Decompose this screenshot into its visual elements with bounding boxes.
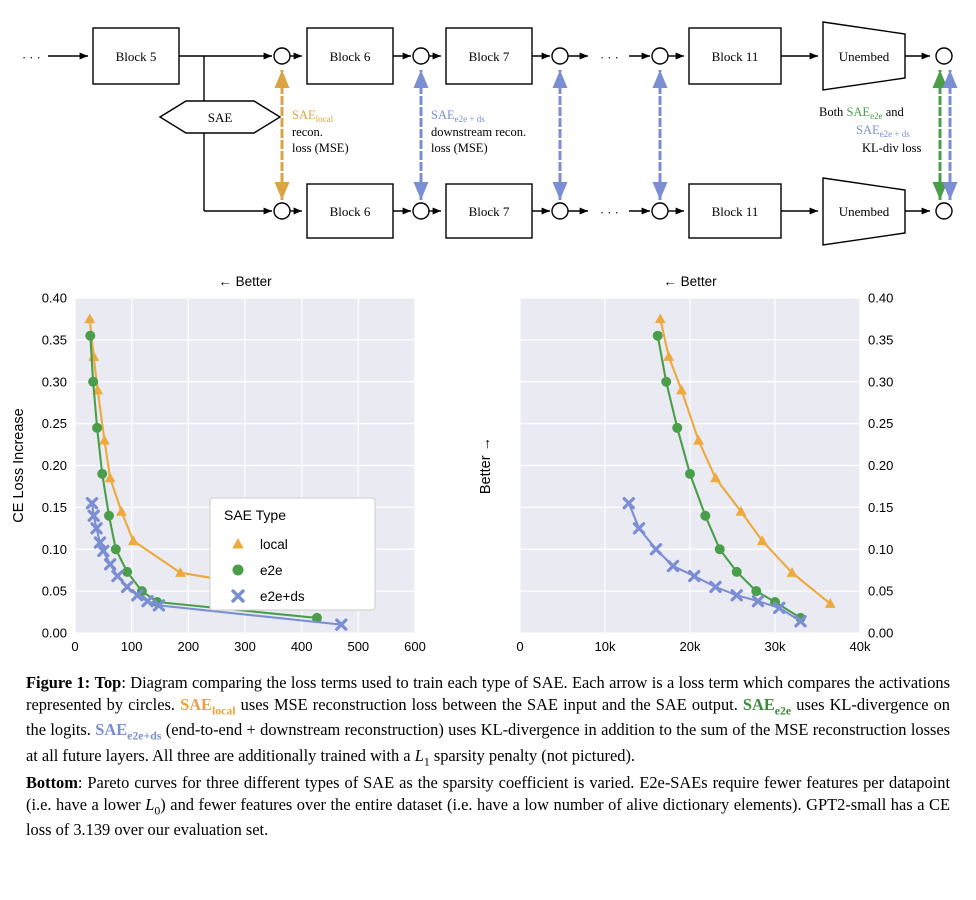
data-point-e2e [92,423,102,433]
data-point-e2e [700,511,710,521]
data-point-e2e [104,511,114,521]
y-tick-label: 0.15 [41,499,67,515]
y-tick-label: 0.20 [41,458,67,473]
x-tick-label: 300 [234,639,256,654]
y-tick-label: 0.35 [41,332,67,348]
better-annotation: ← Better [663,274,717,289]
caption-top-text-1: : Diagram comparing the loss terms used to train each type of SAE. Each arrow is a loss term which compares the activations represented by circles. [26,673,950,715]
caption-top-text-5: sparsity penalty (not pictured). [429,745,636,765]
y-tick-label: 0.05 [41,583,67,599]
x-tick-label: 400 [290,639,313,654]
legend-label-e2e+ds: e2e+ds [260,589,305,604]
data-point-e2e [97,469,107,479]
legend-label-local: local [260,537,288,552]
legend-title: SAE Type [224,507,287,523]
data-point-e2e [88,377,98,387]
x-tick-label: 0 [71,639,79,654]
mid-ellipsis-top: · · · [600,51,619,65]
y-tick-label: 0.35 [868,332,894,348]
chart-left [11,274,426,658]
y-tick-label: 0.10 [41,541,67,557]
caption-paragraph-top [26,672,950,770]
y-tick-label: 0.25 [868,416,894,432]
caption-top-text-4: (end-to-end + downstream reconstruction) uses KL-divergence in addition to the sum of the MSE reconstruction losses at all future layers. All three are additionally trained with a [26,720,950,765]
y-axis-title: CE Loss Increase [11,408,27,523]
activation-node [274,48,290,64]
y-tick-label: 0.25 [41,416,67,432]
l0-subscript: 0 [154,803,161,818]
activation-node [652,203,668,219]
activation-node [413,203,429,219]
legend-label-e2e: e2e [260,563,283,578]
data-point-e2e [715,544,725,554]
y-tick-label: 0.00 [41,625,67,641]
y-tick-label: 0.40 [868,290,894,306]
l1-subscript: 1 [423,753,430,768]
x-tick-label: 40k [849,639,871,654]
activation-node [274,203,290,219]
both-ds-label: $SAE_{e2e + ds}$ [856,123,910,139]
block-6-bottom-label: Block 6 [329,204,371,219]
block-5-label: Block 5 [115,49,157,64]
y-tick-label: 0.20 [868,458,894,473]
architecture-diagram [0,0,976,256]
y-tick-label: 0.05 [868,583,894,599]
data-point-e2e [661,377,671,387]
activation-node [552,48,568,64]
chart-right [478,274,893,658]
leading-ellipsis: · · · [22,51,41,65]
sae-local-loss-line: loss (MSE) [292,141,349,155]
sae-local-label: $SAE_{local}$ [292,108,334,124]
activation-node [413,48,429,64]
y-tick-label: 0.10 [868,541,894,557]
mid-ellipsis-bottom: · · · [600,206,619,220]
y-axis-title: Better → [478,436,494,495]
x-tick-label: 30k [764,639,786,654]
both-sae-label: Both $SAE_{e2e}$ and [819,105,904,121]
y-tick-label: 0.30 [868,374,894,390]
legend-marker-e2e [233,565,244,576]
sae-e2e-inline: $SAE_{e2e}$ [742,695,792,718]
y-tick-label: 0.40 [41,290,67,306]
x-tick-label: 0 [516,639,524,654]
sae-ds-inline: $SAE_{e2e+ds}$ [95,720,162,743]
x-tick-label: 20k [679,639,701,654]
figure-caption [26,672,950,843]
caption-bottom-label: Bottom [26,772,78,792]
y-tick-label: 0.15 [868,499,894,515]
better-annotation: ← Better [218,274,272,289]
l0-symbol: L [145,794,155,814]
block-11-bottom-label: Block 11 [711,204,759,219]
sae-ds-label: $SAE_{e2e + ds}$ [431,108,485,124]
sae-local-recon-line: recon. [292,125,323,139]
x-tick-label: 200 [177,639,200,654]
activation-node [936,203,952,219]
pareto-charts [0,258,976,658]
block-6-top-label: Block 6 [329,49,371,64]
data-point-e2e [732,567,742,577]
data-point-e2e [751,586,761,596]
y-tick-label: 0.30 [41,374,67,390]
x-tick-label: 10k [594,639,616,654]
sae-local-inline: $SAE_{local}$ [180,695,236,718]
l1-symbol: L [414,745,424,765]
x-tick-label: 100 [120,639,143,654]
data-point-e2e [672,423,682,433]
caption-top-label: Top [94,673,122,692]
sae-node-label: SAE [207,110,233,125]
y-tick-label: 0.00 [868,625,894,641]
block-7-bottom-label: Block 7 [468,204,510,219]
figure-label: Figure 1: [26,673,91,692]
data-point-e2e [111,544,121,554]
activation-node [552,203,568,219]
x-tick-label: 600 [404,639,426,654]
caption-bottom-text-1: : Pareto curves for three different types of SAE as the sparsity coefficient is varied. E2e-SAEs require fewer features per datapoint (i.e. have a lower [26,772,950,814]
x-tick-label: 500 [347,639,370,654]
block-7-top-label: Block 7 [468,49,510,64]
data-point-e2e [653,331,663,341]
caption-paragraph-bottom [26,772,950,842]
activation-node [936,48,952,64]
kl-div-loss-label: KL-div loss [862,141,922,155]
downstream-recon-line: downstream recon. [431,125,527,139]
downstream-loss-line: loss (MSE) [431,141,488,155]
caption-bottom-text-2: ) and fewer features over the entire dataset (i.e. have a low number of alive dictionary elements). GPT2-small has a CE loss of 3.139 over our evaluation set. [26,794,950,840]
unembed-bottom-label: Unembed [838,204,890,219]
caption-top-text-3: uses KL-divergence on the logits. [26,695,950,740]
caption-top-text-2: uses MSE reconstruction loss between the SAE input and the SAE output. [235,695,743,715]
data-point-e2e [85,331,95,341]
charts-svg [0,258,976,658]
activation-node [652,48,668,64]
unembed-top-label: Unembed [838,49,890,64]
block-11-top-label: Block 11 [711,49,759,64]
data-point-e2e [685,469,695,479]
